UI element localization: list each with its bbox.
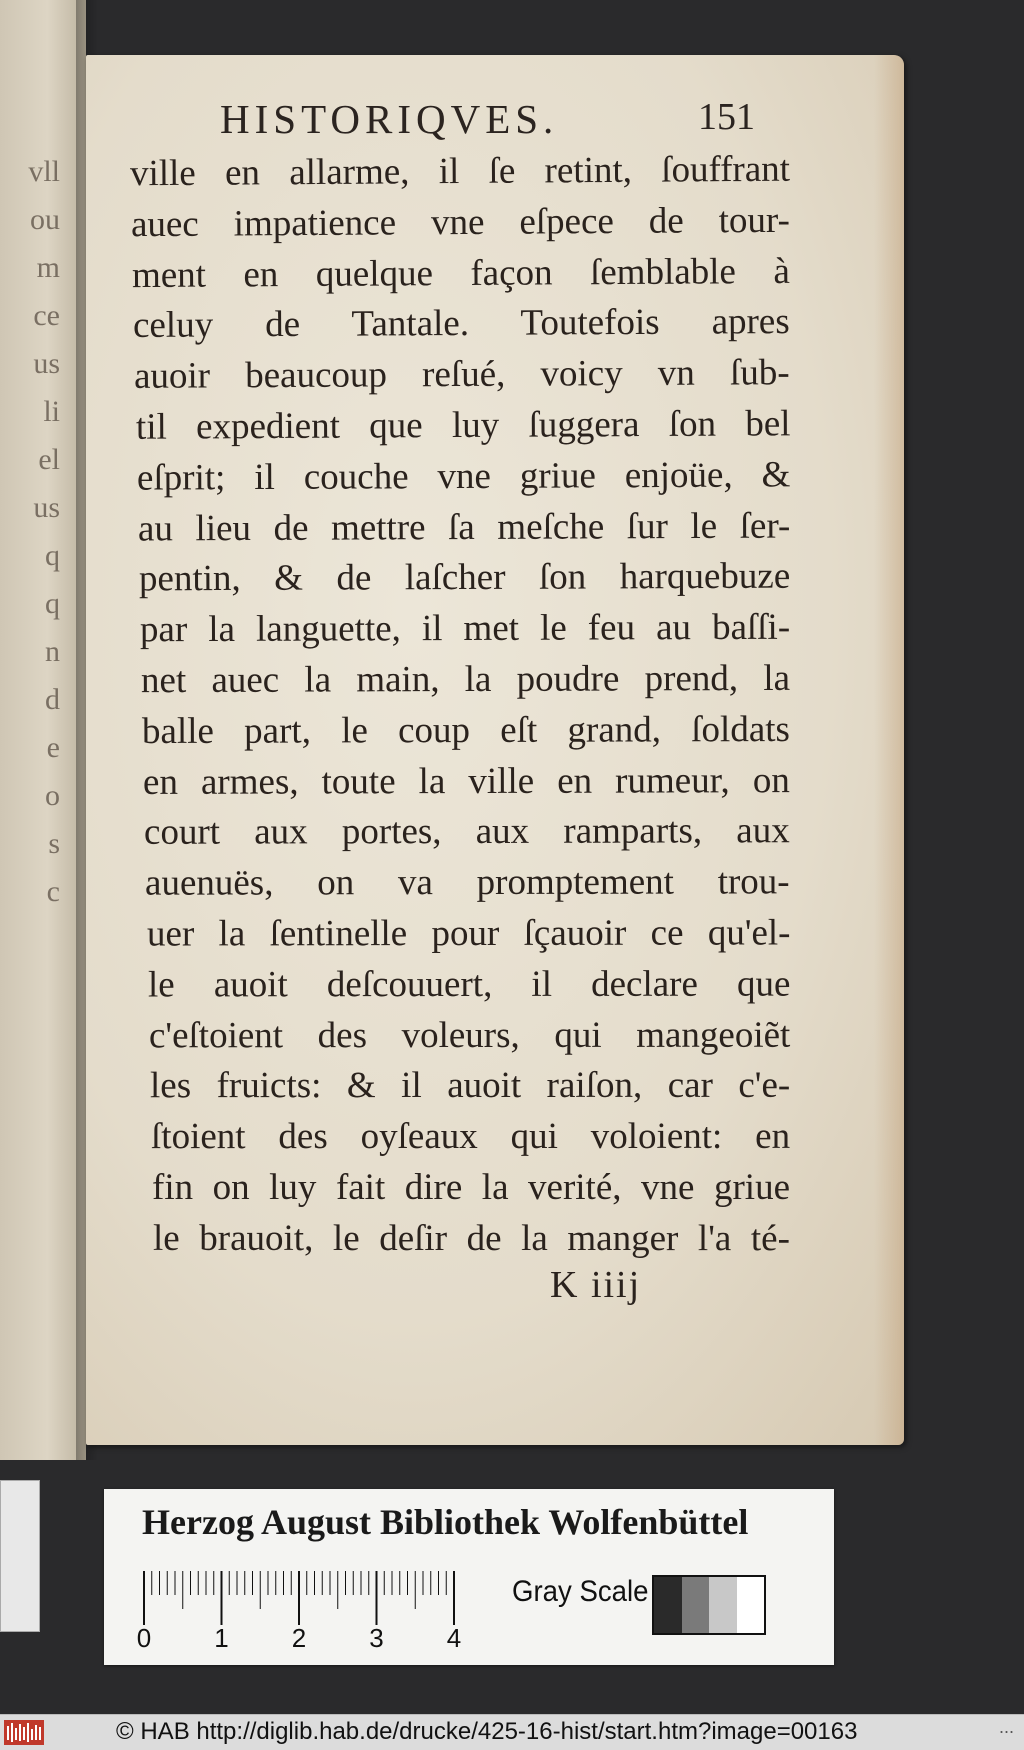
text-line: eſprit; il couche vne griue enjoüe, &: [136, 454, 791, 499]
text-line: en armes, toute la ville en rumeur, on: [143, 759, 791, 803]
text-line: le brauoit, le deſir de la manger l'a té-: [153, 1217, 791, 1259]
hab-logo-icon: [4, 1720, 44, 1745]
gray-scale-label: Gray Scale: [512, 1575, 649, 1608]
gray-scale-swatches: [652, 1575, 766, 1635]
ruler-number: 0: [136, 1623, 152, 1653]
gray-swatch: [654, 1577, 682, 1633]
text-line: pentin, & de laſcher ſon harquebuze: [138, 556, 791, 600]
left-page-text-fragment: c: [46, 875, 60, 908]
text-line: celuy de Tantale. Toutefois apres: [133, 301, 791, 347]
left-page-text-fragment: d: [45, 683, 60, 716]
page-number: 151: [698, 96, 755, 138]
footer-bar: [0, 1714, 1024, 1750]
text-line: ſtoient des oyſeaux qui voloient: en: [150, 1116, 791, 1158]
text-line: auenuës, on va promptement trou-: [145, 861, 791, 904]
left-page-text-fragment: li: [43, 395, 60, 428]
ruler-number: 4: [446, 1623, 462, 1653]
text-line: ville en allarme, il ſe retint, ſouffrant: [129, 148, 791, 195]
text-line: balle part, le coup eſt grand, ſoldats: [142, 708, 791, 752]
left-page-text-fragment: ce: [33, 299, 60, 332]
running-title: HISTORIQVES.: [220, 96, 559, 142]
left-page-text-fragment: q: [45, 539, 60, 572]
body-text: [130, 147, 790, 1265]
text-line: auoir beaucoup reſué, voicy vn ſub-: [134, 352, 791, 398]
ruler-number: 2: [291, 1623, 307, 1653]
gray-swatch: [709, 1577, 737, 1633]
text-line: net auec la main, la poudre prend, la: [140, 657, 791, 702]
left-page-text-fragment: s: [48, 827, 60, 860]
color-calibration-card: [104, 1489, 834, 1665]
left-page-text-fragment: us: [33, 491, 60, 524]
page-header: [86, 95, 904, 151]
text-line: fin on luy fait dire la verité, vne griue: [152, 1166, 790, 1208]
left-page-text-fragment: us: [33, 347, 60, 380]
more-icon[interactable]: ...: [998, 1717, 1014, 1737]
ruler-scale: [142, 1567, 492, 1631]
gray-swatch: [737, 1577, 765, 1633]
text-line: c'eſtoient des voleurs, qui mangeoiẽt: [148, 1014, 791, 1056]
library-name: Herzog August Bibliothek Wolfenbüttel: [142, 1502, 749, 1542]
left-page-text-fragment: e: [46, 731, 60, 764]
left-page-text-fragment: vll: [28, 155, 60, 188]
footer-url: © HAB http://diglib.hab.de/drucke/425-16-hist/start.htm?image=00163: [116, 1718, 858, 1745]
ruler-ticks: [142, 1567, 492, 1637]
left-page-text-fragment: el: [38, 443, 60, 476]
text-line: auec impatience vne eſpece de tour-: [130, 199, 791, 245]
text-line: til expedient que luy ſuggera ſon bel: [135, 403, 791, 448]
signature-mark: K iiij: [550, 1264, 642, 1306]
left-page-text-fragment: n: [45, 635, 60, 668]
text-line: par la languette, il met le feu au baſſi-: [139, 606, 791, 651]
left-facing-page: [0, 0, 86, 1460]
left-page-text-fragment: m: [36, 251, 60, 284]
text-line: court aux portes, aux ramparts, aux: [144, 810, 791, 854]
book-page: [86, 55, 904, 1445]
text-line: les fruicts: & il auoit raiſon, car c'e-: [149, 1065, 791, 1107]
color-card-edge: [0, 1480, 40, 1632]
gray-swatch: [682, 1577, 710, 1633]
ruler-number: 1: [214, 1623, 229, 1653]
ruler-number: 3: [369, 1623, 384, 1653]
text-line: uer la ſentinelle pour ſçauoir ce qu'el-: [146, 912, 791, 955]
left-page-text-fragment: o: [45, 779, 60, 812]
left-page-text-fragment: ou: [30, 203, 60, 236]
text-line: au lieu de mettre ſa meſche ſur le ſer-: [137, 505, 791, 550]
left-page-text-fragment: q: [45, 587, 60, 620]
text-line: ment en quelque façon ſemblable à: [132, 250, 791, 296]
text-line: le auoit deſcouuert, il declare que: [147, 963, 791, 1006]
